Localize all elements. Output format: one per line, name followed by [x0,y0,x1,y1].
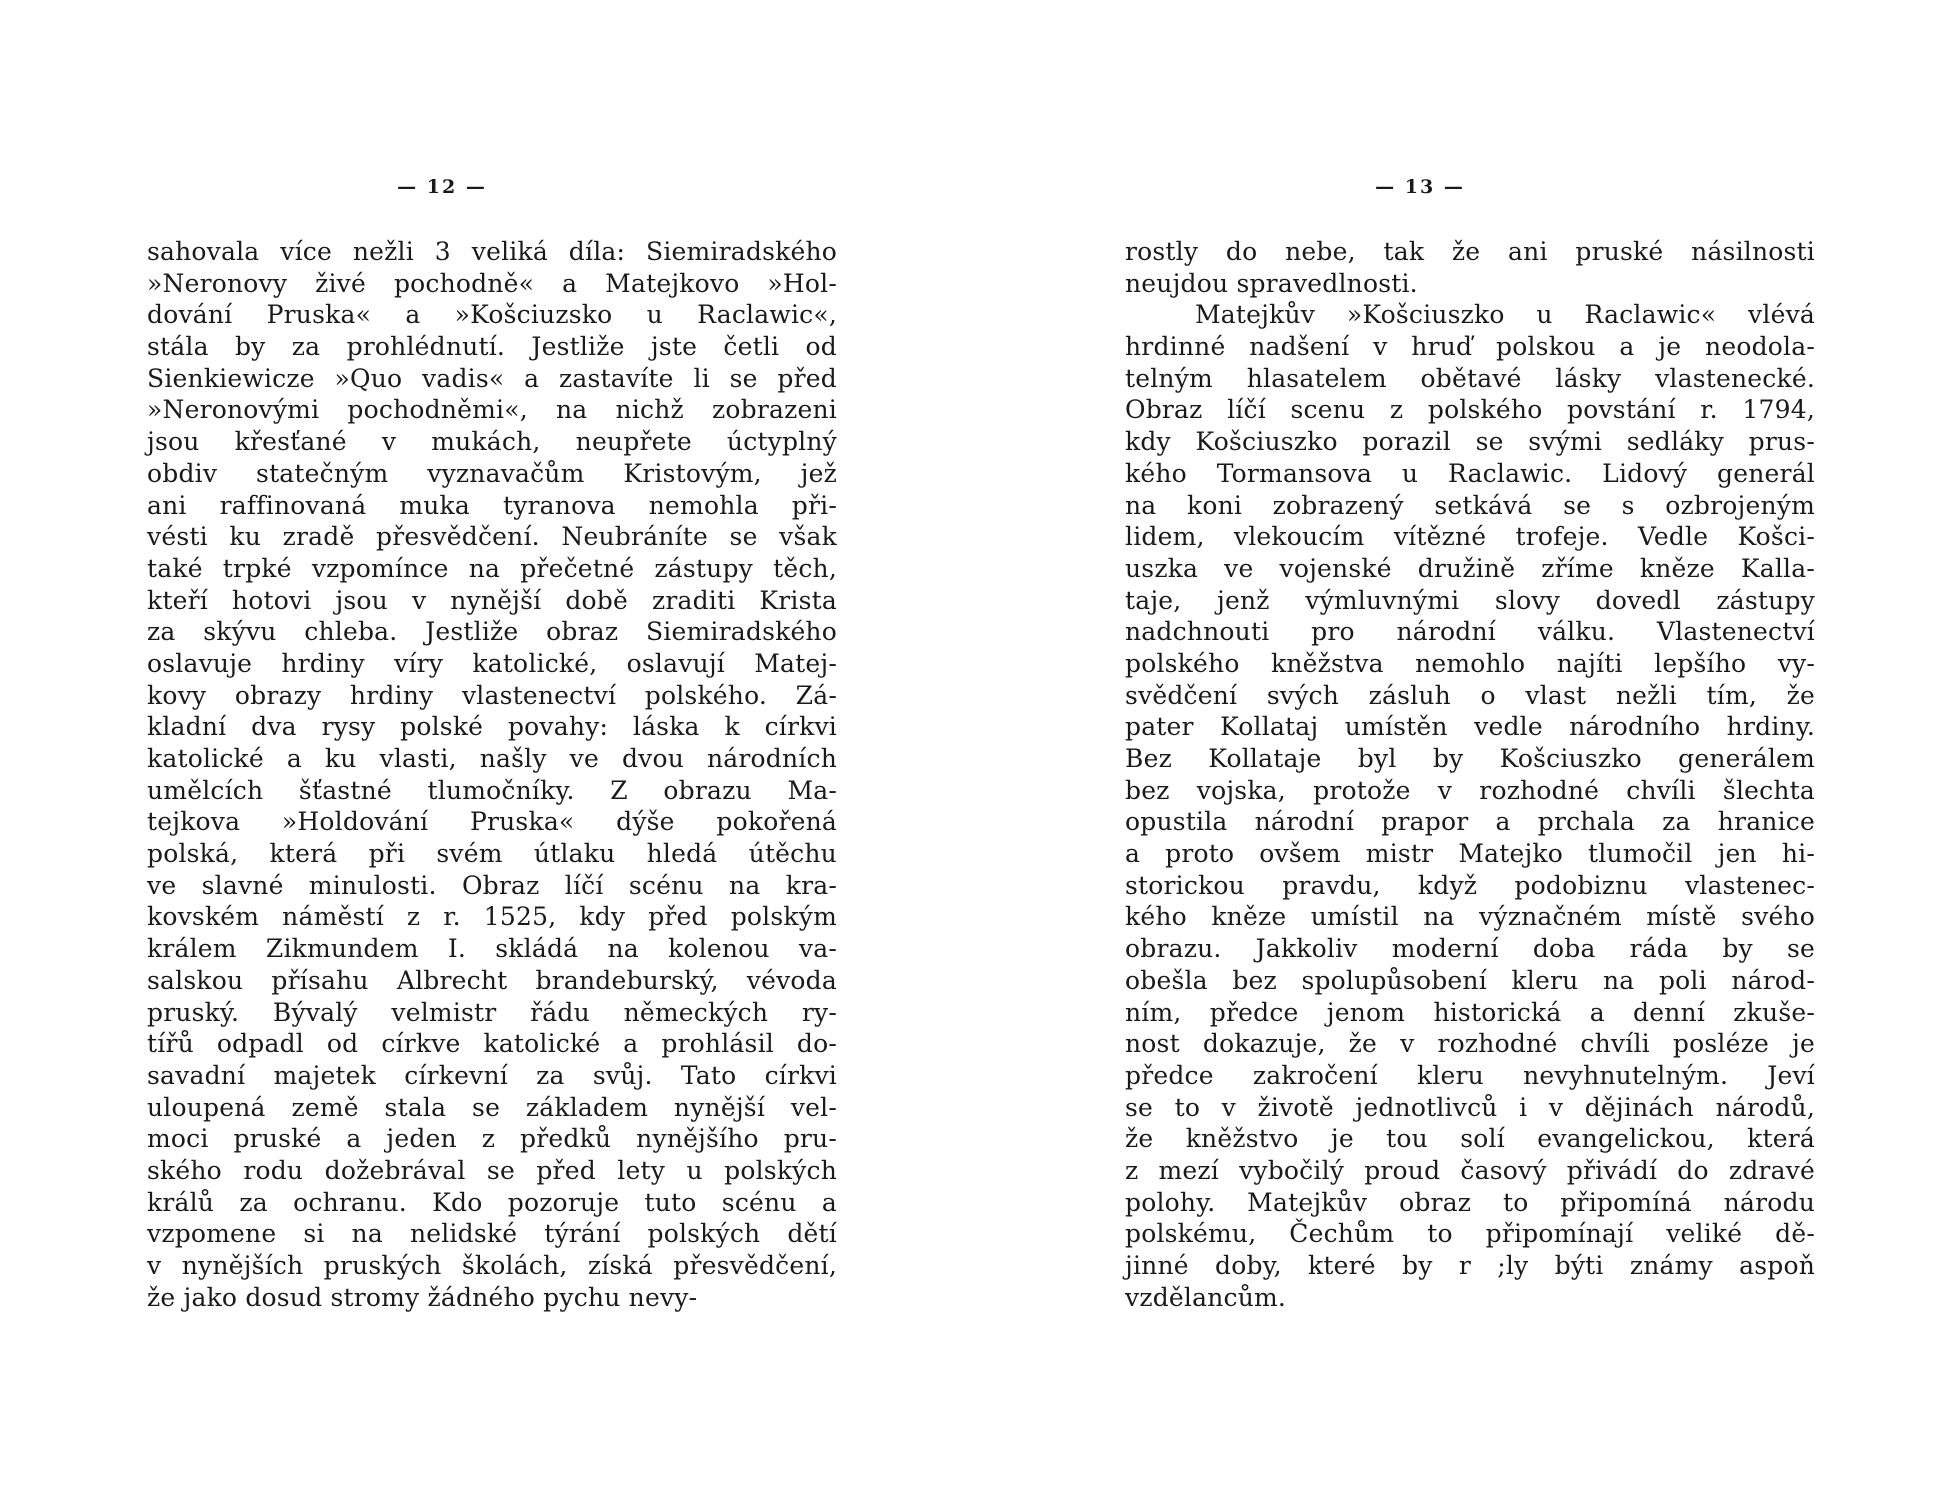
text-line: jinné doby, které by r ;ly býti známy aspoň [1125,1251,1815,1280]
text-line: neujdou spravedlnosti. [1125,268,1418,298]
text-line: polskému, Čechům to připomínají veliké dě- [1125,1219,1815,1249]
text-line: opustila národní prapor a prchala za hranice [1125,807,1815,837]
text-line: obrazu. Jakkoliv moderní doba ráda by se [1125,934,1815,964]
text-line: za skývu chleba. Jestliže obraz Siemiradského [147,617,837,647]
text-line: se to v životě jednotlivců i v dějinách národů, [1125,1092,1815,1122]
right-page [1125,0,1815,1500]
text-line: tířů odpadl od církve katolické a prohlásil do- [147,1029,837,1059]
text-line: Bez Kollataje byl by Košciuszko generálem [1125,744,1815,773]
text-line: uloupená země stala se základem nynější vel- [147,1092,837,1122]
text-line: obdiv statečným vyznavačům Kristovým, jež [147,458,837,488]
text-line: nadchnouti pro národní válku. Vlastenectví [1125,617,1815,647]
text-line: také trpké vzpomínce na přečetné zástupy těch, [147,553,837,583]
text-line: v nynějších pruských školách, získá přesvědčení, [147,1251,837,1280]
body-text [1125,236,1815,1313]
text-line: polského kněžstva nemohlo najíti lepšího vy- [1125,648,1815,678]
text-line: polská, která při svém útlaku hledá útěchu [147,839,837,869]
text-line: katolické a ku vlasti, našly ve dvou národních [147,744,837,773]
text-line: »Neronovy živé pochodně« a Matejkovo »Hol- [147,268,837,298]
text-line: vzpomene si na nelidské týrání polských dětí [147,1219,837,1249]
text-line: umělcích šťastné tlumočníky. Z obrazu Ma- [147,775,837,805]
text-line: pruský. Bývalý velmistr řádu německých ry- [147,997,837,1027]
text-line: kteří hotovi jsou v nynější době zraditi Krista [147,585,837,615]
text-line: moci pruské a jeden z předků nynějšího pru- [147,1124,837,1154]
text-line: stála by za prohlédnutí. Jestliže jste četli od [147,332,837,362]
text-line: oslavuje hrdiny víry katolické, oslavují Matej- [147,648,837,678]
text-line: kdy Košciuszko porazil se svými sedláky prus- [1125,427,1815,457]
text-line: bez vojska, protože v rozhodné chvíli šlechta [1125,775,1815,805]
text-line: vzdělancům. [1125,1282,1287,1312]
text-line: Matejkův »Košciuszko u Raclawic« vlévá [1195,300,1815,330]
text-line: kého kněze umístil na význačném místě svého [1125,902,1815,932]
left-page [147,0,837,1500]
text-line: kovském náměstí z r. 1525, kdy před polským [147,902,837,932]
text-line: polohy. Matejkův obraz to připomíná národu [1125,1187,1815,1217]
text-line: taje, jenž výmluvnými slovy dovedl zástupy [1125,585,1815,615]
page-number: — 13 — [1375,176,1465,198]
text-line: ani raffinovaná muka tyranova nemohla při- [147,490,837,520]
text-line: hrdinné nadšení v hruď polskou a je neodola- [1125,332,1815,362]
text-line: Obraz líčí scenu z polského povstání r. 1794, [1125,395,1815,425]
text-line: králem Zikmundem I. skládá na kolenou va- [147,934,837,964]
text-line: nost dokazuje, že v rozhodné chvíli posléze je [1125,1029,1815,1059]
text-line: Sienkiewicze »Quo vadis« a zastavíte li se před [147,363,837,393]
text-line: storickou pravdu, když podobiznu vlastenec- [1125,870,1815,900]
text-line: kladní dva rysy polské povahy: láska k církvi [147,712,837,742]
text-line: svědčení svých zásluh o vlast nežli tím, že [1125,680,1815,710]
text-line: lidem, vlekoucím vítězné trofeje. Vedle Košci- [1125,522,1815,552]
text-line: dování Pruska« a »Košciuzsko u Raclawic«, [147,300,837,330]
text-line: salskou přísahu Albrecht brandeburský, vévoda [147,965,837,995]
text-line: ského rodu dožebrával se před lety u polských [147,1155,837,1185]
text-line: kého Tormansova u Raclawic. Lidový generál [1125,458,1815,488]
text-line: z mezí vybočilý proud časový přivádí do zdravé [1125,1155,1815,1185]
text-line: rostly do nebe, tak že ani pruské násilnosti [1125,237,1815,266]
text-line: ním, předce jenom historická a denní zkuše- [1125,997,1815,1027]
text-line: jsou křesťané v mukách, neupřete úctyplný [147,427,837,457]
page-number: — 12 — [397,176,487,198]
text-line: tejkova »Holdování Pruska« dýše pokořená [147,807,837,837]
text-line: pater Kollataj umístěn vedle národního hrdiny. [1125,712,1815,742]
text-line: »Neronovými pochodněmi«, na nichž zobrazeni [147,395,837,425]
text-line: uszka ve vojenské družině zříme kněze Kalla- [1125,553,1815,583]
text-line: telným hlasatelem obětavé lásky vlastenecké. [1125,363,1815,393]
text-line: vésti ku zradě přesvědčení. Neubráníte se však [147,522,837,552]
text-line: předce zakročení kleru nevyhnutelným. Jeví [1125,1060,1815,1090]
text-line: sahovala více nežli 3 veliká díla: Siemiradského [147,237,837,266]
text-line: savadní majetek církevní za svůj. Tato církvi [147,1060,837,1090]
body-text [147,236,837,1313]
text-line: že jako dosud stromy žádného pychu nevy- [147,1282,698,1312]
text-line: že kněžstvo je tou solí evangelickou, která [1125,1124,1815,1154]
text-line: obešla bez spolupůsobení kleru na poli národ- [1125,965,1815,995]
text-line: kovy obrazy hrdiny vlastenectví polského. Zá- [147,680,837,710]
text-line: ve slavné minulosti. Obraz líčí scénu na kra- [147,870,837,900]
text-line: na koni zobrazený setkává se s ozbrojeným [1125,490,1815,520]
text-line: králů za ochranu. Kdo pozoruje tuto scénu a [147,1187,837,1217]
text-line: a proto ovšem mistr Matejko tlumočil jen hi- [1125,839,1815,869]
